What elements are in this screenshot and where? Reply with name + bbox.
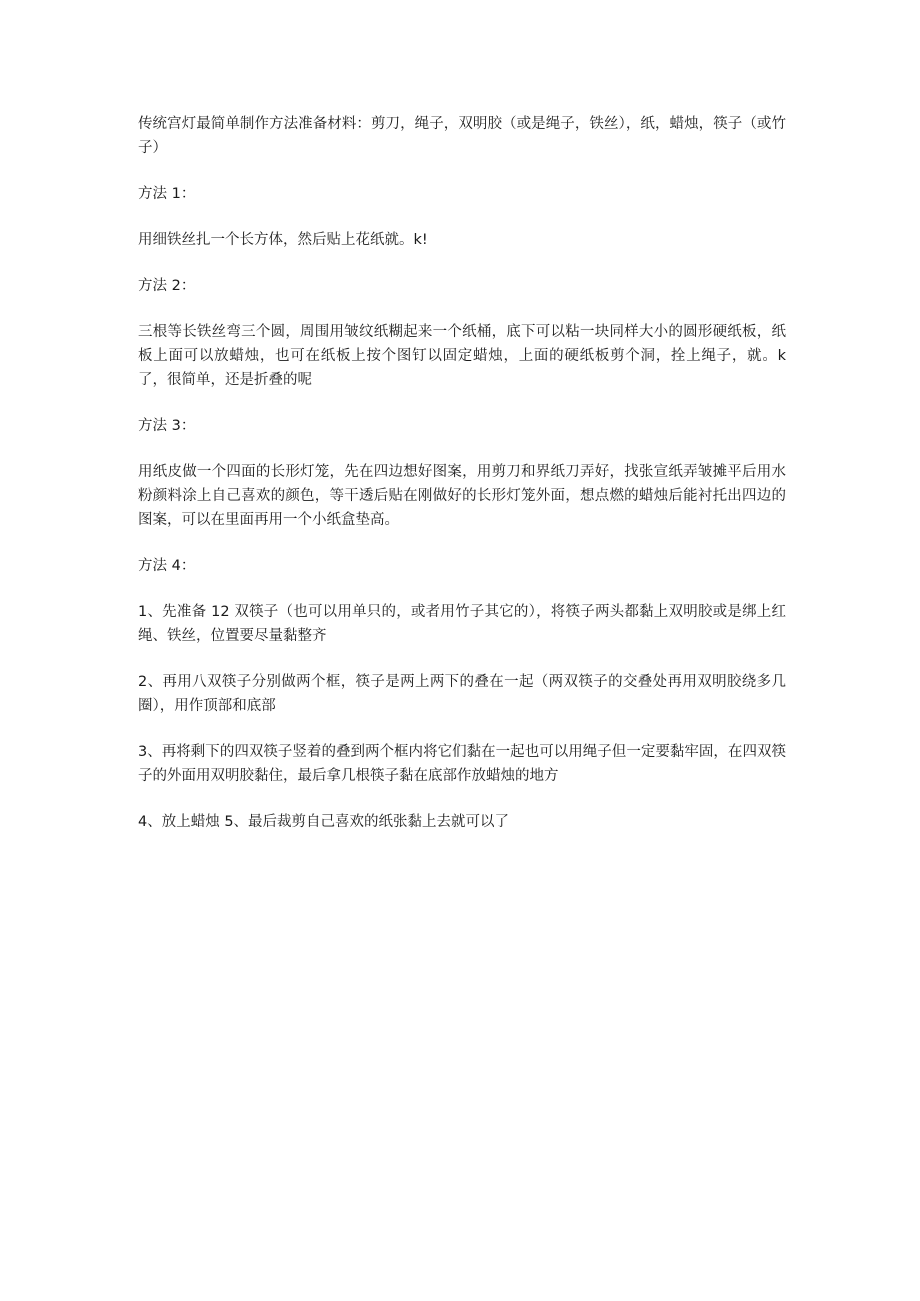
- intro-paragraph: 传统宫灯最简单制作方法准备材料：剪刀，绳子，双明胶（或是绳子，铁丝），纸，蜡烛，筷子（或竹子）: [138, 116, 786, 156]
- method-4-step-1: 1、先准备 12 双筷子（也可以用单只的，或者用竹子其它的），将筷子两头都黏上双明胶或是绑上红绳、铁丝，位置要尽量黏整齐: [138, 604, 786, 644]
- document-body: [138, 112, 786, 856]
- method-4-step-4-5: 4、放上蜡烛 5、最后裁剪自己喜欢的纸张黏上去就可以了: [138, 814, 510, 830]
- method-2-heading: 方法 2：: [138, 278, 196, 294]
- method-3-heading: 方法 3：: [138, 418, 196, 434]
- method-4-step-3: 3、再将剩下的四双筷子竖着的叠到两个框内将它们黏在一起也可以用绳子但一定要黏牢固，在四双筷子的外面用双明胶黏住，最后拿几根筷子黏在底部作放蜡烛的地方: [138, 744, 786, 784]
- method-4-step-2: 2、再用八双筷子分别做两个框，筷子是两上两下的叠在一起（两双筷子的交叠处再用双明胶绕多几圈），用作顶部和底部: [138, 674, 786, 714]
- method-1-text: 用细铁丝扎一个长方体，然后贴上花纸就。k!: [138, 232, 428, 248]
- method-3-text: 用纸皮做一个四面的长形灯笼，先在四边想好图案，用剪刀和界纸刀弄好，找张宣纸弄皱摊平后用水粉颜料涂上自己喜欢的颜色，等干透后贴在刚做好的长形灯笼外面，想点燃的蜡烛后能衬托出四边的图案，可以在里面再用一个小纸盒垫高。: [138, 464, 786, 528]
- method-1-heading: 方法 1：: [138, 186, 196, 202]
- method-4-heading: 方法 4：: [138, 558, 196, 574]
- method-2-text: 三根等长铁丝弯三个圆，周围用皱纹纸糊起来一个纸桶，底下可以粘一块同样大小的圆形硬纸板，纸板上面可以放蜡烛，也可在纸板上按个图钉以固定蜡烛，上面的硬纸板剪个洞，拴上绳子，就。k 了，很简单，还是折叠的呢: [138, 324, 786, 388]
